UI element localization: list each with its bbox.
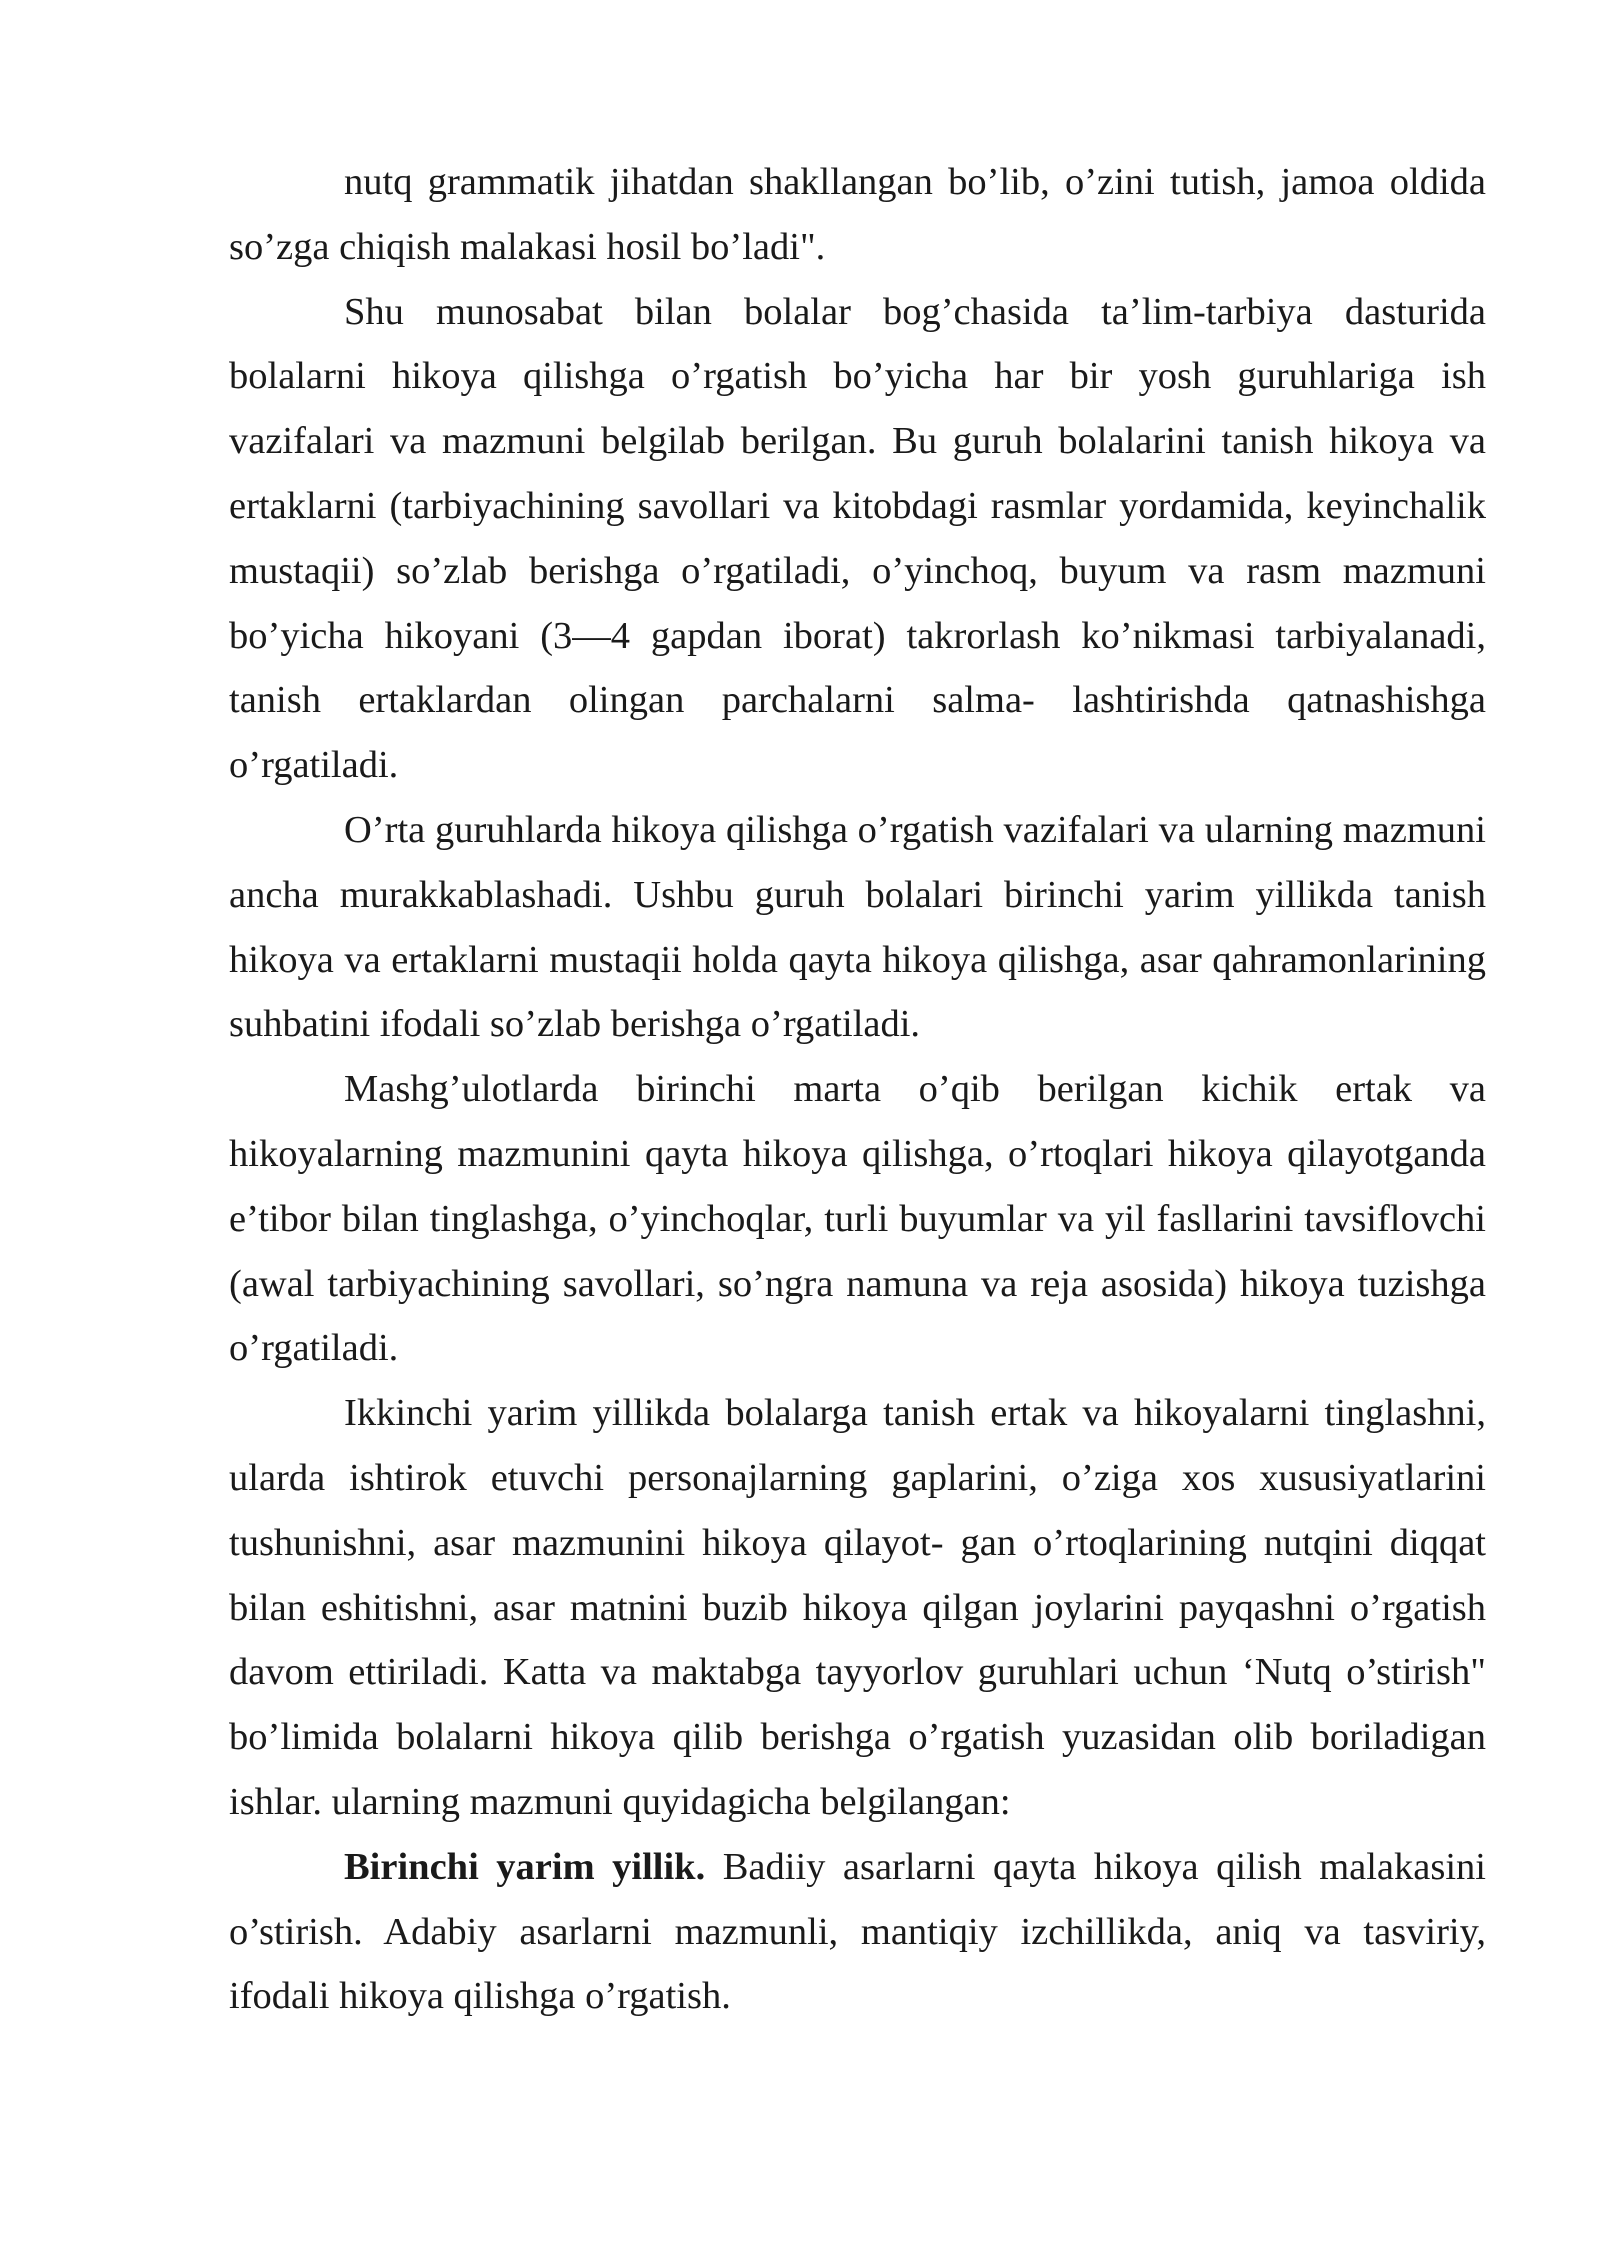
text-column (229, 150, 1486, 2029)
paragraph-3: O’rta guruhlarda hikoya qilishga o’rgatish vazifalari va ularning mazmuni ancha murakkablashadi. Ushbu guruh bolalari birinchi yarim yillikda tanish hikoya va ertaklarni mustaqii holda qayta hikoya qilishga, asar qahramonlarining suhbatini ifodali so’zlab berishga o’rgatiladi. (229, 808, 1486, 1046)
paragraph-6 (229, 1835, 1486, 2029)
paragraph-2: Shu munosabat bilan bolalar bog’chasida ta’lim-tarbiya dasturida bolalarni hikoya qilishga o’rgatish bo’yicha har bir yosh guruhlariga ish vazifalari va mazmuni belgilab berilgan. Bu guruh bolalarini tanish hikoya va ertaklarni (tarbiyachining savollari va kitobdagi rasmlar yordamida, keyinchalik mustaqii) so’zlab berishga o’rgatiladi, o’yinchoq, buyum va rasm mazmuni bo’yicha hikoyani (3—4 gapdan iborat) takrorlash ko’nikmasi tarbiyalanadi, tanish ertaklardan olingan parchalarni salma- lashtirishda qatnashishga o’rgatiladi. (229, 290, 1486, 787)
paragraph-6-body: Badiiy asarlarni qayta hikoya qilish malakasini o’stirish. Adabiy asarlarni mazmunli, mantiqiy izchillikda, aniq va tasviriy, ifodali hikoya qilishga o’rgatish. (229, 1845, 1486, 2018)
section-heading-first-half-year: Birinchi yarim yillik. (344, 1845, 706, 1888)
paragraph-4: Mashg’ulotlarda birinchi marta o’qib berilgan kichik ertak va hikoyalarning mazmunini qayta hikoya qilishga, o’rtoqlari hikoya qilayotganda e’tibor bilan tinglashga, o’yinchoqlar, turli buyumlar va yil fasllarini tavsiflovchi (awal tarbiyachining savollari, so’ngra namuna va reja asosida) hikoya tuzishga o’rgatiladi. (229, 1068, 1486, 1370)
paragraph-1: nutq grammatik jihatdan shakllangan bo’lib, o’zini tutish, jamoa oldida so’zga chiqish malakasi hosil bo’ladi". (229, 161, 1486, 268)
paragraph-5: Ikkinchi yarim yillikda bolalarga tanish ertak va hikoyalarni tinglashni, ularda ishtirok etuvchi personajlarning gaplarini, o’ziga xos xususiyatlarini tushunishni, asar mazmunini hikoya qilayot- gan o’rtoqlarining nutqini diqqat bilan eshitishni, asar matnini buzib hikoya qilgan joylarini payqashni o’rgatish davom ettiriladi. Katta va maktabga tayyorlov guruhlari uchun ‘Nutq o’stirish" bo’limida bolalarni hikoya qilib berishga o’rgatish yuzasidan olib boriladigan ishlar. ularning mazmuni quyidagicha belgilangan: (229, 1392, 1486, 1823)
